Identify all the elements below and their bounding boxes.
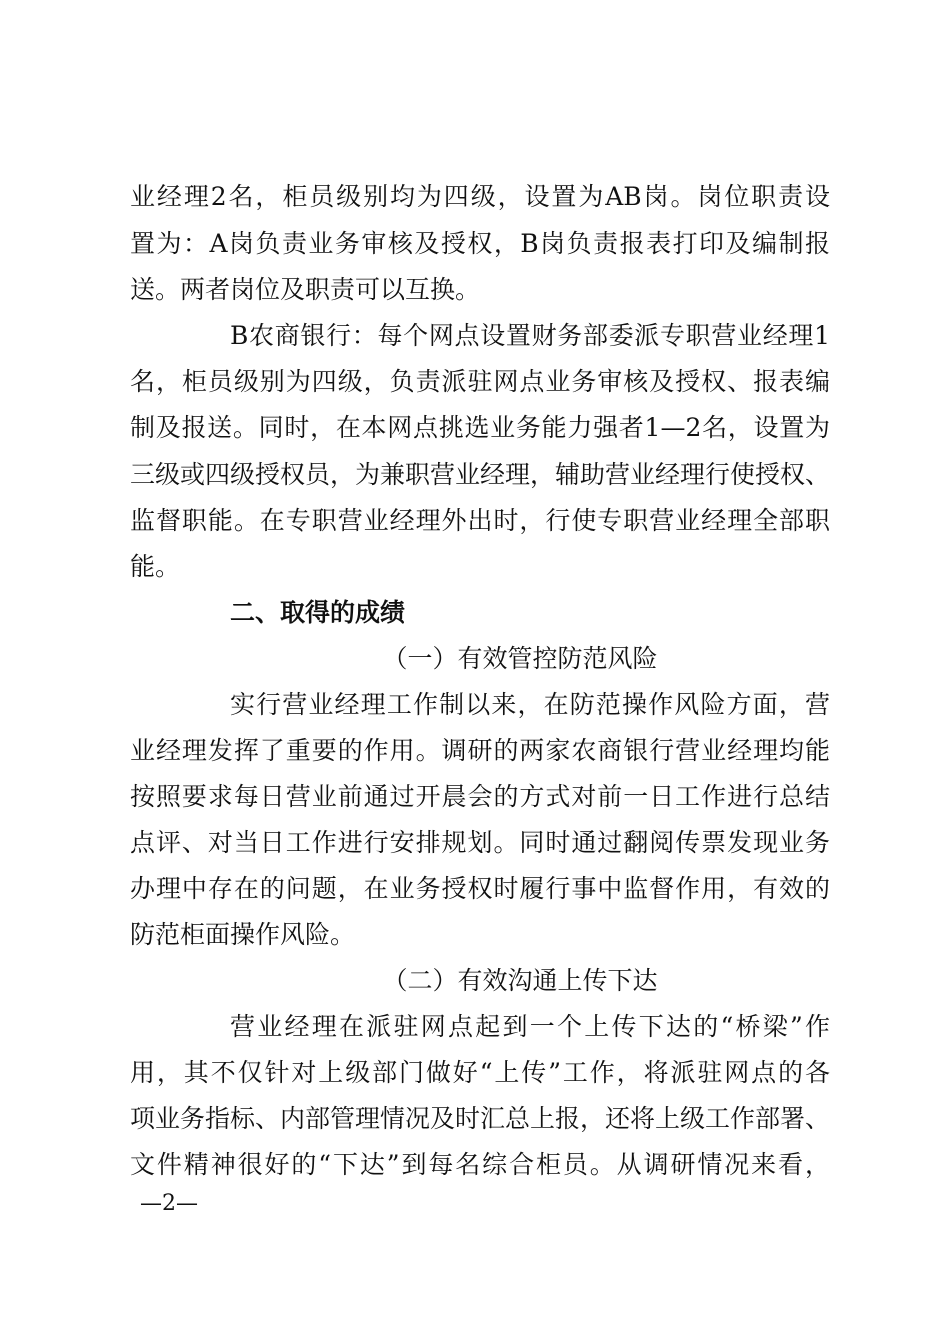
paragraph-2-line-1: B农商银行：每个网点设置财务部委派专职营业经理1	[230, 321, 830, 350]
subsection-2-title: （二）有效沟通上传下达	[382, 966, 658, 995]
subsection-1-line-4: 点评、对当日工作进行安排规划。同时通过翻阅传票发现业务	[130, 828, 830, 857]
subsection-2-line-4: 文件精神很好的“下达”到每名综合柜员。从调研情况来看，	[130, 1150, 830, 1179]
subsection-1-line-2: 业经理发挥了重要的作用。调研的两家农商银行营业经理均能	[130, 736, 830, 765]
subsection-2-line-1: 营业经理在派驻网点起到一个上传下达的“桥梁”作	[230, 1012, 830, 1041]
page-number: —2—	[140, 1191, 198, 1216]
paragraph-1-line-3: 送。两者岗位及职责可以互换。	[130, 275, 481, 304]
paragraph-2-line-5: 监督职能。在专职营业经理外出时，行使专职营业经理全部职	[130, 506, 830, 535]
section-heading: 二、取得的成绩	[230, 598, 406, 627]
paragraph-1-line-2: 置为：A岗负责业务审核及授权，B岗负责报表打印及编制报	[130, 229, 830, 258]
subsection-2-line-2: 用，其不仅针对上级部门做好“上传”工作，将派驻网点的各	[130, 1058, 830, 1087]
paragraph-2-line-4: 三级或四级授权员，为兼职营业经理，辅助营业经理行使授权、	[130, 460, 831, 489]
paragraph-2-line-2: 名，柜员级别为四级，负责派驻网点业务审核及授权、报表编	[130, 367, 830, 396]
paragraph-1-line-1: 业经理2名，柜员级别均为四级，设置为AB岗。岗位职责设	[130, 182, 830, 211]
subsection-1-title: （一）有效管控防范风险	[382, 644, 658, 673]
paragraph-2-line-3: 制及报送。同时，在本网点挑选业务能力强者1—2名，设置为	[130, 413, 830, 442]
paragraph-2-line-6: 能。	[130, 552, 181, 581]
subsection-1-line-1: 实行营业经理工作制以来，在防范操作风险方面，营	[230, 690, 830, 719]
subsection-1-line-5: 办理中存在的问题，在业务授权时履行事中监督作用，有效的	[130, 874, 830, 903]
subsection-1-line-6: 防范柜面操作风险。	[130, 920, 356, 949]
subsection-2-line-3: 项业务指标、内部管理情况及时汇总上报，还将上级工作部署、	[130, 1104, 831, 1133]
subsection-1-line-3: 按照要求每日营业前通过开晨会的方式对前一日工作进行总结	[130, 782, 830, 811]
